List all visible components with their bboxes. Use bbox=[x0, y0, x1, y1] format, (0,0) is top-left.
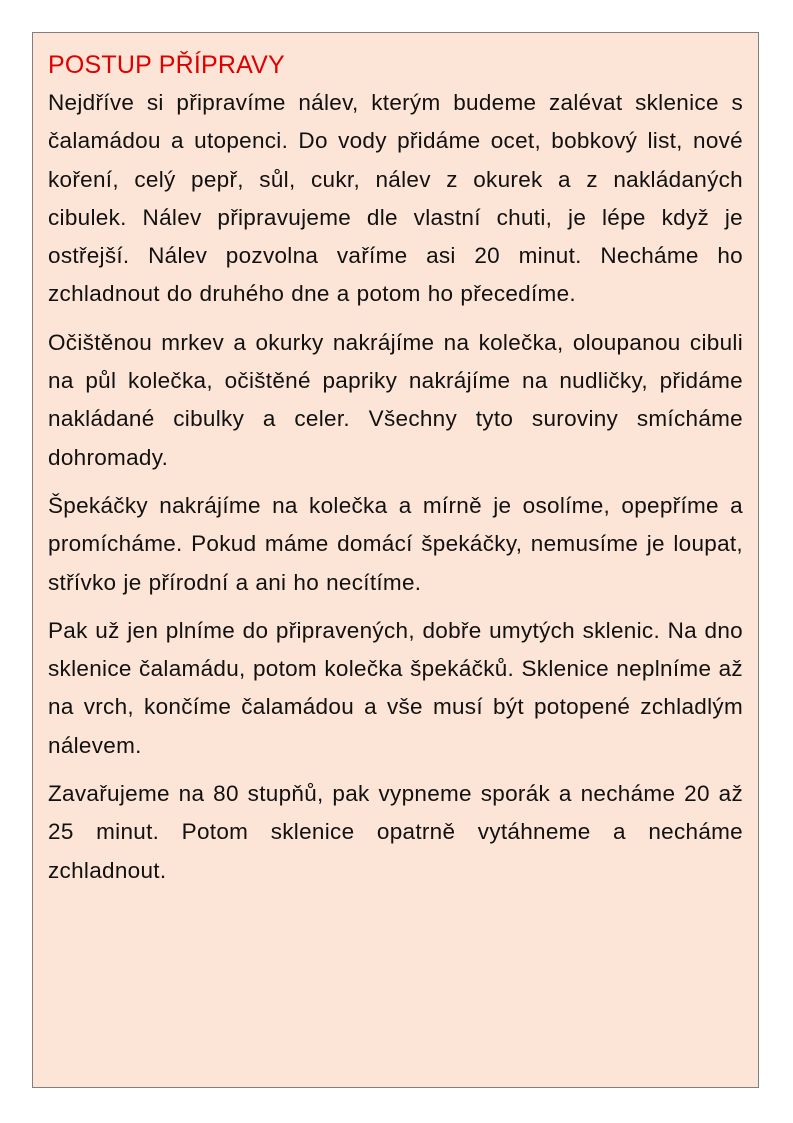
paragraph-sausages: Špekáčky nakrájíme na kolečka a mírně je osolíme, opepříme a promícháme. Pokud máme domácí špekáčky, nemusíme je loupat, střívko je přírodní a ani ho necítíme. bbox=[48, 492, 743, 595]
recipe-card bbox=[32, 32, 759, 1088]
section-title: POSTUP PŘÍPRAVY bbox=[48, 51, 285, 79]
paragraph-vegetables: Očištěnou mrkev a okurky nakrájíme na kolečka, oloupanou cibuli na půl kolečka, očištěné papriky nakrájíme na nudličky, přidáme nakládané cibulky a celer. Všechny tyto suroviny smícháme dohromady. bbox=[48, 329, 743, 470]
paragraph-filling: Pak už jen plníme do připravených, dobře umytých sklenic. Na dno sklenice čalamádu, potom kolečka špekáčků. Sklenice neplníme až na vrch, končíme čalamádou a vše musí být potopené zchladlým nálevem. bbox=[48, 617, 743, 758]
paragraph-brine: Nejdříve si připravíme nálev, kterým budeme zalévat sklenice s čalamádou a utopenci. Do vody přidáme ocet, bobkový list, nové koření, celý pepř, sůl, cukr, nálev z okurek a z nakládaných cibulek. Nálev připravujeme dle vlastní chuti, je lépe když je ostřejší. Nálev pozvolna vaříme asi 20 minut. Necháme ho zchladnout do druhého dne a potom ho přecedíme. bbox=[48, 90, 743, 307]
paragraph-preserving: Zavařujeme na 80 stupňů, pak vypneme sporák a necháme 20 až 25 minut. Potom sklenice opatrně vytáhneme a necháme zchladnout. bbox=[48, 781, 743, 883]
